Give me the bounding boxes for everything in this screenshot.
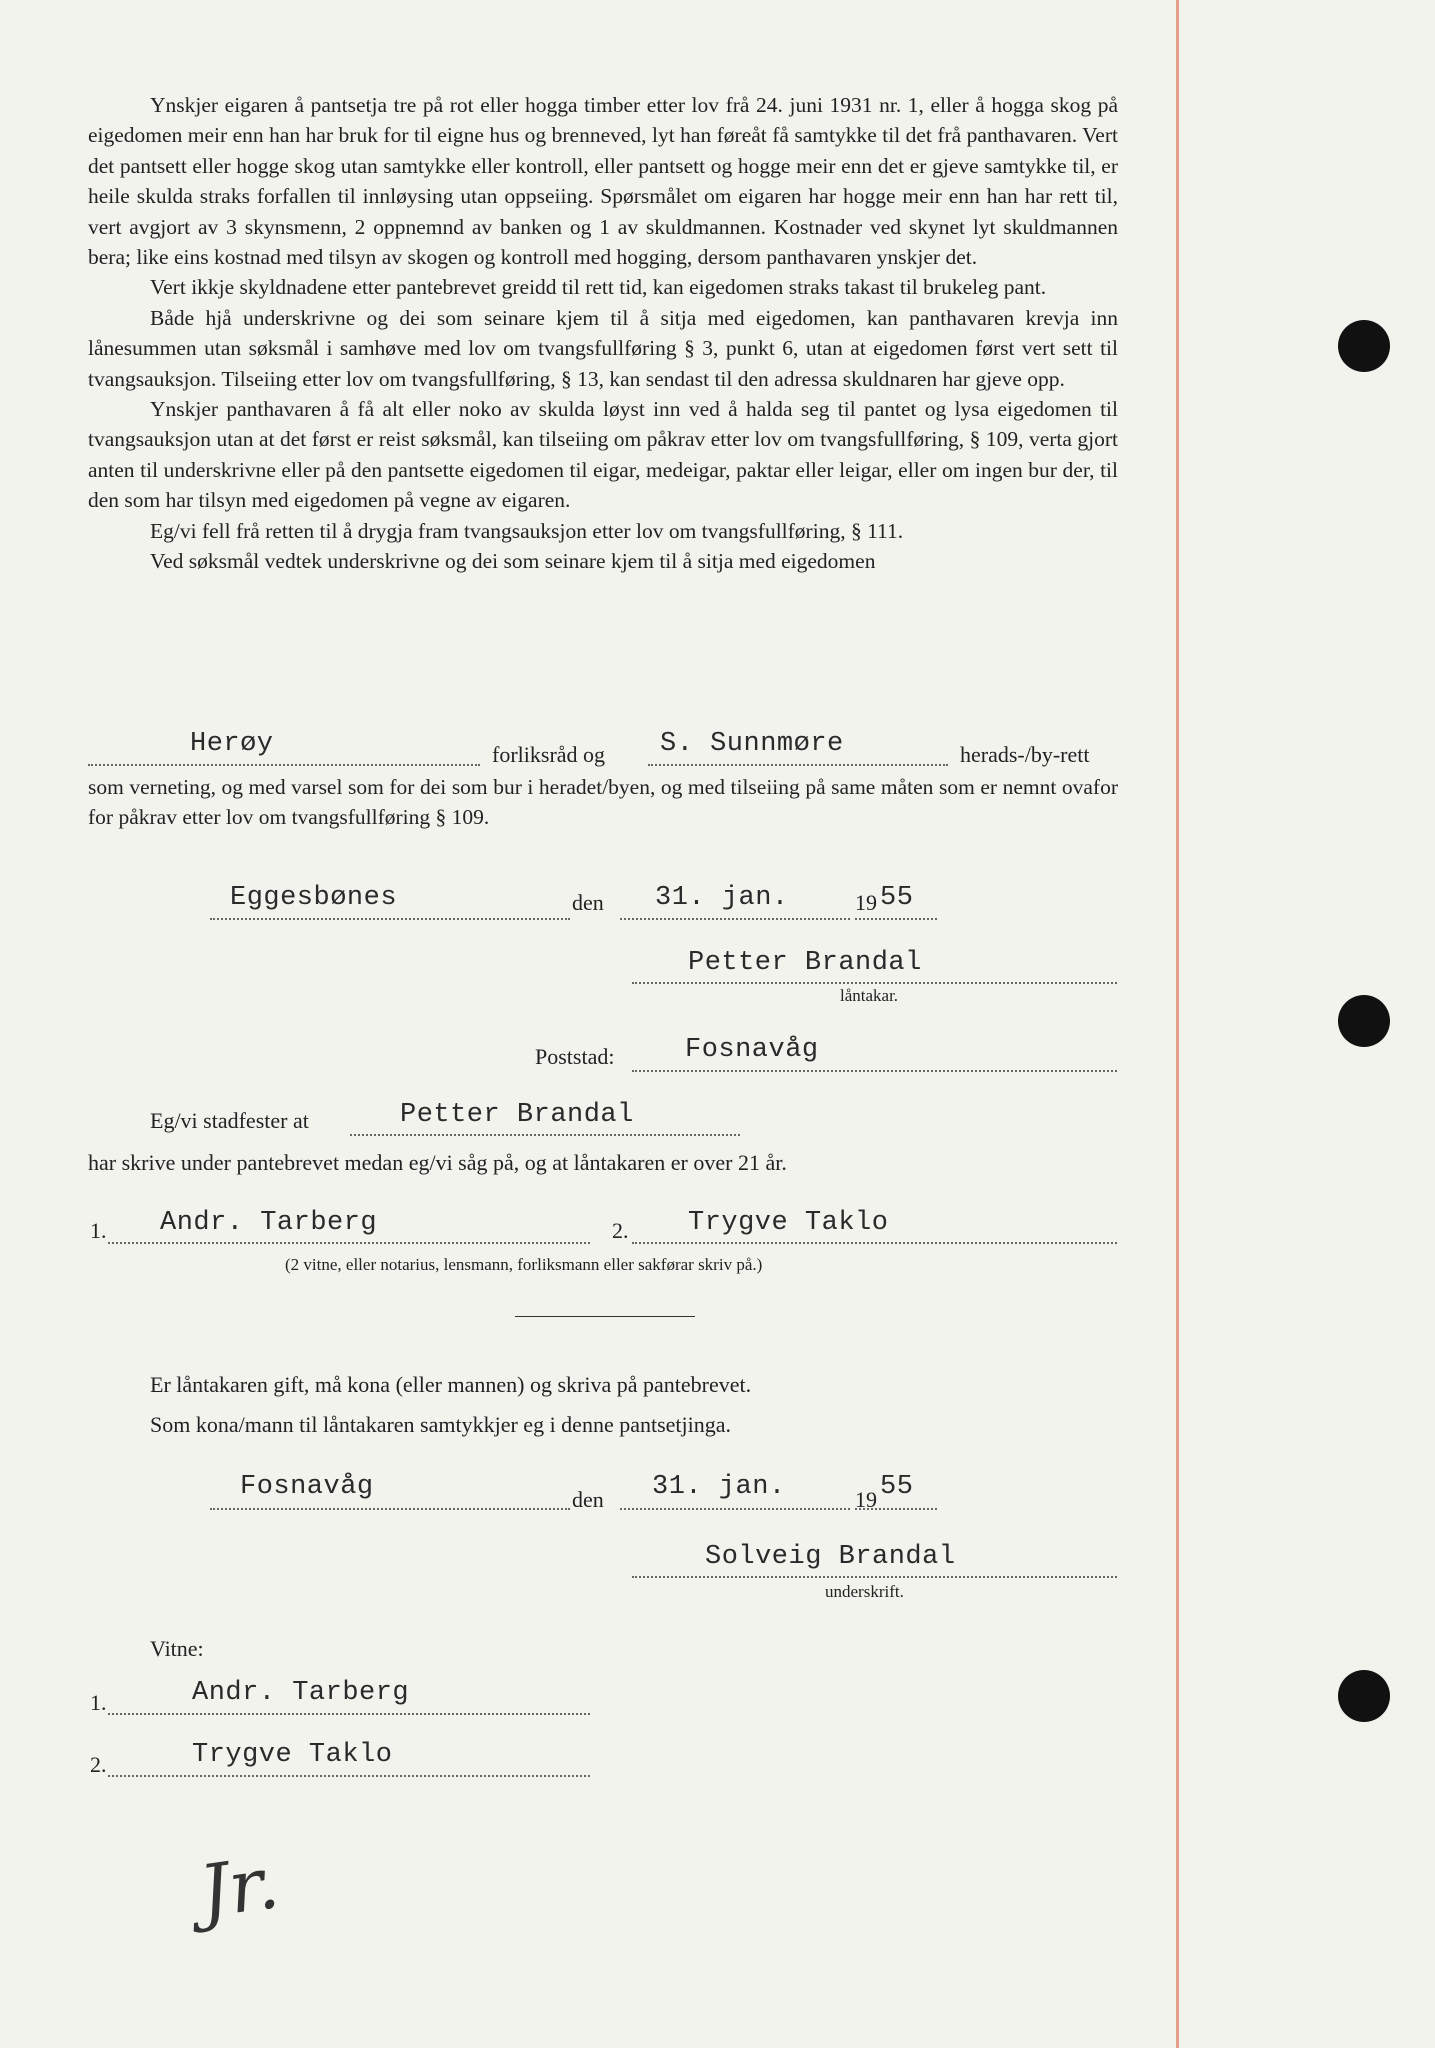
clause-paragraph: Både hjå underskrivne og dei som seinare kjem til å sitja med eigedomen, kan panthavaren krevja inn lånesummen utan søksmål i samhøve med lov om tvangsfullføring § 3, punkt 6, utan at eigedomen først vert sett til tvangsauksjon. Tilseiing etter lov om tvangsfullføring, § 13, kan sendast til den adressa skuldnaren har gjeve opp. xyxy=(88,305,1118,391)
witness-2-line xyxy=(632,1242,1117,1244)
witness-number: 2. xyxy=(612,1218,629,1243)
signing-place: Eggesbønes xyxy=(230,883,398,913)
year-prefix: 19 xyxy=(855,890,877,915)
punch-hole xyxy=(1338,1670,1390,1722)
place-line xyxy=(210,1508,570,1510)
terms-text xyxy=(88,90,1118,577)
clause-paragraph: Ved søksmål vedtek underskrivne og dei som seinare kjem til å sitja med eigedomen xyxy=(150,549,876,574)
borrower-label: låntakar. xyxy=(840,986,899,1005)
vitne-label: Vitne: xyxy=(150,1636,204,1661)
punch-hole xyxy=(1338,995,1390,1047)
date-line xyxy=(620,918,850,920)
den-label: den xyxy=(572,1487,604,1512)
confirm-prefix: Eg/vi stadfester at xyxy=(150,1108,309,1133)
signature-label: underskrift. xyxy=(825,1582,904,1601)
witness-number: 1. xyxy=(90,1218,107,1243)
year-suffix: 55 xyxy=(880,1472,914,1502)
witness-number: 2. xyxy=(90,1752,107,1777)
spouse-date: 31. jan. xyxy=(652,1472,786,1502)
forliksrad-line xyxy=(88,764,480,766)
year-prefix: 19 xyxy=(855,1487,877,1512)
clause-paragraph: Ynskjer panthavaren å få alt eller noko av skulda løyst inn ved å halda seg til pantet og lysa eigedomen til tvangsauksjon utan at det først er reist søksmål, kan tilseiing om påkrav etter lov om tvangsfullføring, § 109, verta gjort anten til underskrivne eller på den pantsette eigedomen til eigar, medeigar, paktar eller leigar, eller om ingen bur der, til den som har tilsyn med eigedomen på vegne av eigaren. xyxy=(88,397,1118,513)
herad-line xyxy=(648,764,948,766)
venue-continuation: som verneting, og med varsel som for dei som bur i heradet/byen, og med tilseiing på same måten som er nemnt ovafor for påkrav etter lov om tvangsfullføring § 109. xyxy=(88,775,1118,830)
witness-number: 1. xyxy=(90,1690,107,1715)
poststad-value: Fosnavåg xyxy=(685,1035,819,1065)
handwritten-initials: Jr. xyxy=(194,1839,284,1935)
spouse-line-2: Som kona/mann til låntakaren samtykkjer eg i denne pantsetjinga. xyxy=(150,1412,732,1437)
herad-value: S. Sunnmøre xyxy=(660,729,844,759)
signature-line xyxy=(632,1576,1117,1578)
divider xyxy=(515,1316,695,1317)
confirm-text: har skrive under pantebrevet medan eg/vi såg på, og at låntakaren er over 21 år. xyxy=(88,1150,787,1175)
place-line xyxy=(210,918,570,920)
witness-2: Trygve Taklo xyxy=(688,1208,889,1238)
clause-paragraph: Vert ikkje skyldnadene etter pantebrevet greidd til rett tid, kan eigedomen straks takast til brukeleg pant. xyxy=(150,275,1047,300)
herad-label: herads-/by-rett xyxy=(960,742,1090,767)
witness-note: (2 vitne, eller notarius, lensmann, forliksmann eller sakførar skriv på.) xyxy=(285,1255,763,1274)
year-suffix: 55 xyxy=(880,883,914,913)
margin-rule xyxy=(1176,0,1179,2048)
spouse-place: Fosnavåg xyxy=(240,1472,374,1502)
witness-1-line xyxy=(108,1713,590,1715)
clause-paragraph: Ynskjer eigaren å pantsetja tre på rot eller hogga timber etter lov frå 24. juni 1931 nr. 1, eller å hogga skog på eigedomen meir enn han har bruk for til eigne hus og brenneved, lyt han føreåt få samtykke til det frå panthavaren. Vert det pantsett eller hogge skog utan samtykke eller kontroll, eller pantsett og hogge meir enn det er gjeve samtykke til, er heile skulda straks forfallen til innløysing utan oppseiing. Spørsmålet om eigaren har hogge meir enn han har rett til, vert avgjort av 3 skynsmenn, 2 oppnemnd av banken og 1 av skuldmannen. Kostnader ved skynet lyt skuldmannen bera; like eins kostnad med tilsyn av skogen og kontroll med hogging, dersom panthavaren ynskjer det. xyxy=(88,93,1118,270)
confirm-name: Petter Brandal xyxy=(400,1100,634,1130)
spouse-witness-2: Trygve Taklo xyxy=(192,1740,393,1770)
witness-2-line xyxy=(108,1775,590,1777)
date-line xyxy=(620,1508,850,1510)
borrower-line xyxy=(632,982,1117,984)
spouse-line-1: Er låntakaren gift, må kona (eller mannen) og skriva på pantebrevet. xyxy=(150,1372,752,1397)
poststad-label: Poststad: xyxy=(535,1044,615,1069)
poststad-line xyxy=(632,1070,1117,1072)
signing-date: 31. jan. xyxy=(655,883,789,913)
borrower-signature: Petter Brandal xyxy=(688,948,922,978)
witness-1: Andr. Tarberg xyxy=(160,1208,378,1238)
punch-hole xyxy=(1338,320,1390,372)
confirm-line xyxy=(350,1134,740,1136)
den-label: den xyxy=(572,890,604,915)
clause-paragraph: Eg/vi fell frå retten til å drygja fram tvangsauksjon etter lov om tvangsfullføring, § 111. xyxy=(150,518,904,543)
year-line xyxy=(855,1508,937,1510)
forliksrad-value: Herøy xyxy=(190,729,274,759)
year-line xyxy=(855,918,937,920)
spouse-signature: Solveig Brandal xyxy=(705,1542,956,1572)
forliksrad-label: forliksråd og xyxy=(492,742,606,767)
witness-1-line xyxy=(108,1242,590,1244)
spouse-witness-1: Andr. Tarberg xyxy=(192,1678,410,1708)
